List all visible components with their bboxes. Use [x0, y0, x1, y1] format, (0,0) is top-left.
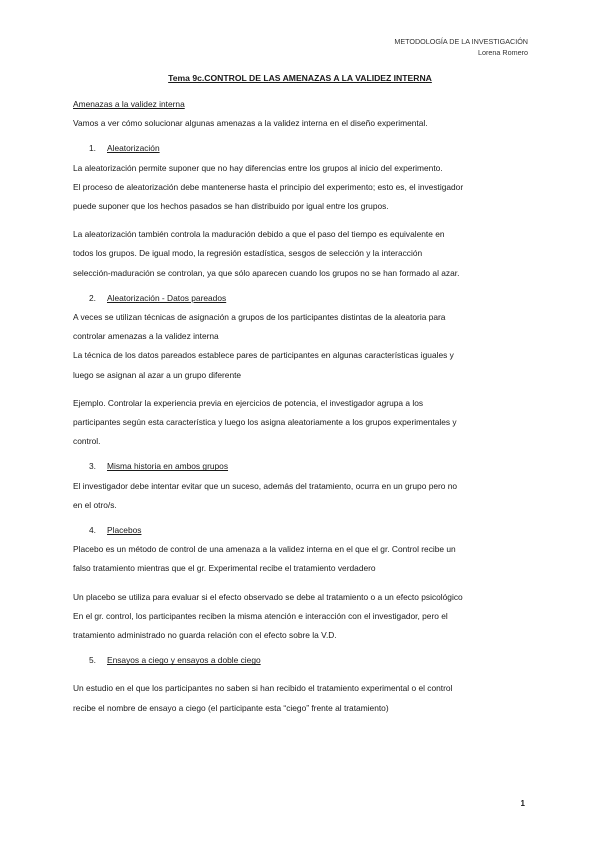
section-label: Aleatorización - Datos pareados — [107, 292, 227, 303]
page-number: 1 — [520, 799, 525, 808]
body-text-line: puede suponer que los hechos pasados se han distribuido por igual entre los grupos. — [73, 201, 389, 212]
document-body — [73, 95, 533, 718]
section-heading — [73, 651, 533, 670]
body-text-line: La técnica de los datos pareados establece pares de participantes en algunas características iguales y — [73, 350, 454, 361]
section-number: 5. — [89, 655, 96, 666]
section-number: 4. — [89, 525, 96, 536]
header-course: METODOLOGÍA DE LA INVESTIGACIÓN — [394, 37, 528, 46]
section-number: 3. — [89, 461, 96, 472]
section-heading — [73, 289, 533, 308]
sections-container — [73, 139, 533, 717]
body-text-line: control. — [73, 436, 101, 447]
section-heading — [73, 139, 533, 158]
body-text-line: luego se asignan al azar a un grupo diferente — [73, 369, 242, 380]
body-text-line: El investigador debe intentar evitar que un suceso, además del tratamiento, ocurra en un grupo pero no — [73, 480, 458, 491]
paragraph-gap — [73, 670, 533, 679]
body-text-line: En el gr. control, los participantes reciben la misma atención e interacción con el investigador, pero el — [73, 610, 448, 621]
body-text-line: tratamiento administrado no guarda relación con el efecto sobre la V.D. — [73, 630, 337, 641]
body-text-line: La aleatorización permite suponer que no hay diferencias entre los grupos al inicio del experimento. — [73, 162, 443, 173]
section-number: 1. — [89, 143, 96, 154]
section-label: Misma historia en ambos grupos — [107, 461, 229, 472]
body-text-line: Un estudio en el que los participantes no saben si han recibido el tratamiento experimental o el control — [73, 683, 453, 694]
body-text-line: selección-maduración se controlan, ya que sólo aparecen cuando los grupos no se han formado al azar. — [73, 267, 460, 278]
body-text-line: A veces se utilizan técnicas de asignación a grupos de los participantes distintas de la aleatoria para — [73, 312, 446, 323]
body-text-line: Placebo es un método de control de una amenaza a la validez interna en el que el gr. Control recibe un — [73, 544, 456, 555]
body-text-line: El proceso de aleatorización debe mantenerse hasta el principio del experimento; esto es, el investigador — [73, 181, 464, 192]
paragraph-gap — [73, 579, 533, 588]
body-text-line: Ejemplo. Controlar la experiencia previa en ejercicios de potencia, el investigador agrupa a los — [73, 397, 424, 408]
section-number: 2. — [89, 292, 96, 303]
paragraph-gap — [73, 216, 533, 225]
body-text-line: todos los grupos. De igual modo, la regresión estadística, sesgos de selección y la interacción — [73, 248, 423, 259]
header-author: Lorena Romero — [478, 48, 528, 57]
section-label: Ensayos a ciego y ensayos a doble ciego — [107, 655, 261, 666]
paragraph-gap — [73, 385, 533, 394]
section-label: Placebos — [107, 525, 142, 536]
body-text-line: La aleatorización también controla la maduración debido a que el paso del tiempo es equivalente en — [73, 229, 445, 240]
body-text-line: recibe el nombre de ensayo a ciego (el participante esta “ciego” frente al tratamiento) — [73, 702, 389, 713]
body-text-line: controlar amenazas a la validez interna — [73, 331, 219, 342]
body-text-line: Un placebo se utiliza para evaluar si el efecto observado se debe al tratamiento o a un efecto psicológico — [73, 591, 463, 602]
document-title: Tema 9c.CONTROL DE LAS AMENAZAS A LA VALIDEZ INTERNA — [168, 73, 432, 83]
body-text-line: participantes según esta característica y luego los asigna aleatoriamente a los grupos experimentales y — [73, 417, 457, 428]
section-heading — [73, 521, 533, 540]
section-heading — [73, 457, 533, 476]
page-header — [394, 36, 528, 58]
body-text-line: en el otro/s. — [73, 499, 117, 510]
section-label: Aleatorización — [107, 143, 160, 154]
intro-text: Vamos a ver cómo solucionar algunas amenazas a la validez interna en el diseño experimental. — [73, 118, 428, 129]
body-text-line: falso tratamiento mientras que el gr. Experimental recibe el tratamiento verdadero — [73, 563, 376, 574]
intro-heading: Amenazas a la validez interna — [73, 99, 185, 109]
